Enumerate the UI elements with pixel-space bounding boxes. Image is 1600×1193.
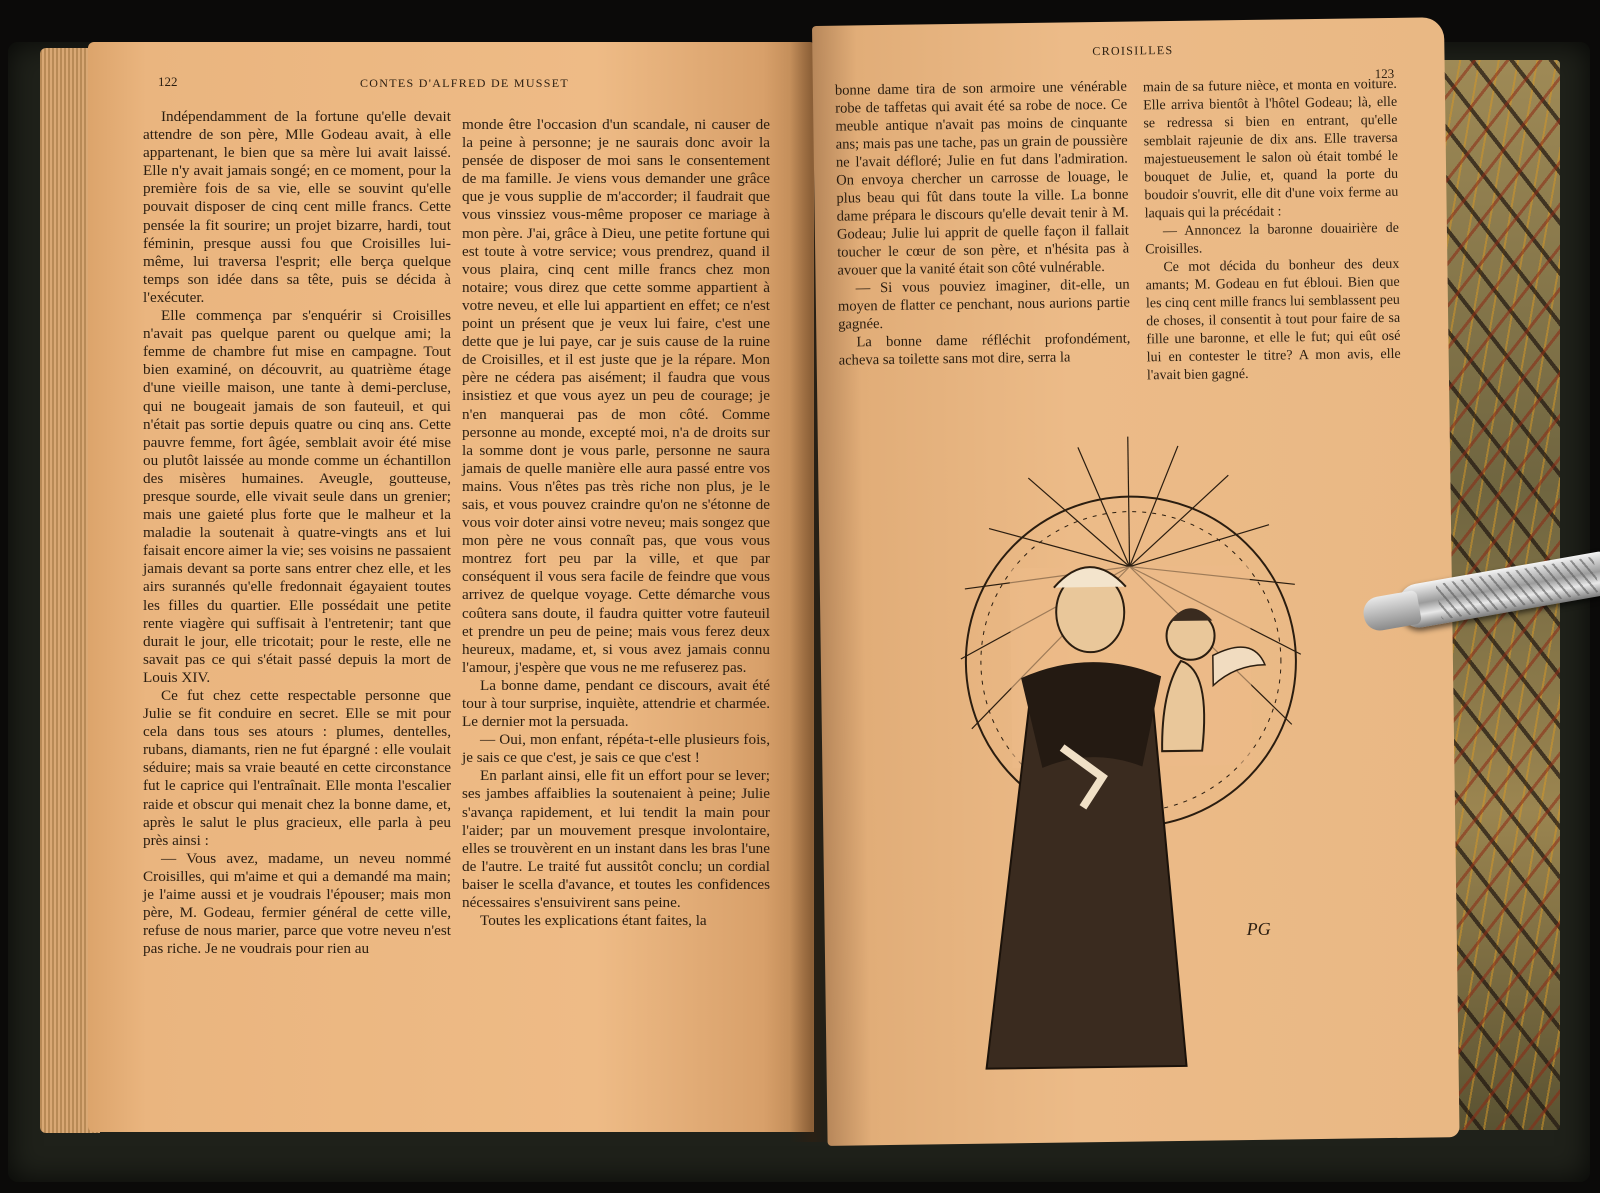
left-page-column-2 <box>462 116 770 930</box>
paragraph: Ce mot décida du bonheur des deux amants; M. Godeau en fut ébloui. Bien que les cinq cent mille francs lui semblassent peu de choses, il consentit à tout pour faire de sa fille une baronne, et elle le fut; qui eût osé lui en contester le titre? A mon avis, elle l'avait bien gagné. <box>1145 256 1401 384</box>
left-page-column-1 <box>143 108 451 958</box>
right-page-column-1 <box>835 78 1131 370</box>
running-head-left: CONTES D'ALFRED DE MUSSET <box>360 76 570 90</box>
paragraph: — Oui, mon enfant, répéta-t-elle plusieurs fois, je sais ce que c'est, je sais ce que c'est ! <box>462 731 770 767</box>
paragraph: monde être l'occasion d'un scandale, ni causer de la peine à personne; je ne saurais donc avoir la pensée de disposer de moi sans le consentement de ma famille. Je viens vous demander une grâce que je vous supplie de m'accorder; il faudrait que vous vinssiez vous-même proposer ce mariage à mon père. J'ai, grâce à Dieu, une petite fortune qui est toute à votre service; vous prendrez, quand il vous plaira, cinq cent mille francs chez mon notaire; vous direz que cette somme appartient à votre neveu, et elle lui appartient en effet; ce n'est point un présent que je veux lui faire, c'est une dette que je lui paye, car je suis cause de la ruine de Croisilles, et il est juste que je la répare. Mon père ne cédera pas aisément; il faudra que vous insistiez et que vous ayez un peu de courage; je n'en manquerai pas de mon côté. Comme personne au monde, excepté moi, n'a de droits sur la somme dont je vous parle, personne ne saura jamais de quelle manière elle aura passé entre vos mains. Vous n'êtes pas très riche non plus, je le sais, et vous pouvez craindre qu'on ne s'étonne de vous voir doter ainsi votre neveu; mais songez que mon père ne vous connaît pas, que vous vous montrez fort peu par la ville, et que par conséquent il vous sera facile de feindre que vous arrivez de quelque voyage. Cette démarche vous coûtera sans doute, il faudra quitter votre fauteuil et prendre un peu de peine; mais vous ferez deux heureux, madame, et, si vous avez jamais connu l'amour, j'espère que vous ne me refuserez pas. <box>462 116 770 676</box>
artist-signature: PG <box>1246 918 1271 940</box>
page-number-left: 122 <box>158 74 178 89</box>
running-head-right: CROISILLES <box>1092 42 1174 59</box>
paragraph: Toutes les explications étant faites, la <box>480 912 707 930</box>
paragraph: — Annoncez la baronne douairière de Croisilles. <box>1145 220 1399 258</box>
paragraph: main de sa future nièce, et monta en voiture. Elle arriva bientôt à l'hôtel Godeau; là, elle se redressa si bien en entrant, qu'elle semblait rajeunie de dix ans. Elle traversa majestueusement le salon où était tombé le bouquet de Julie, et, quand la porte du boudoir s'ouvrit, elle dit d'une voix ferme au laquais qui la précédait : <box>1142 76 1399 222</box>
page-number-right: 123 <box>1374 65 1395 82</box>
paragraph: Ce fut chez cette respectable personne que Julie se fit conduire en secret. Elle se mit pour cela dans tous ses atours : plumes, dentelles, rubans, diamants, rien ne fut épargné : elle voulait séduire; mais sa vraie beauté en cette circonstance fut le caprice qui l'entraînait. Elle monta l'escalier raide et obscur qui menait chez la bonne dame, et, après le salut le plus gracieux, elle parla à peu près ainsi : <box>143 687 451 849</box>
paragraph: — Vous avez, madame, un neveu nommé Croisilles, qui m'aime et qui a demandé ma main; je l'aime aussi et je voudrais l'épouser; mais mon père, M. Godeau, fermier général de cette ville, refuse de nous marier, parce que votre neveu n'est pas riche. Je ne voudrais pour rien au <box>143 849 451 958</box>
right-page-column-2 <box>1143 76 1401 386</box>
paragraph: Elle commença par s'enquérir si Croisilles n'avait pas quelque parent ou quelque ami; la femme de chambre fut mise en campagne. Tout bien examiné, on découvrit, au quatrième étage d'une vieille maison, une tante à demi-percluse, qui ne bougeait jamais de son fauteuil, et qui n'était pas sortie depuis quatre ou cinq ans. Cette pauvre femme, fort âgée, semblait avoir été mise ou plutôt laissée au monde comme un échantillon des misères humaines. Aveugle, goutteuse, presque sourde, elle vivait seule dans un grenier; mais une gaieté plus forte que le malheur et la maladie la soutenait à quatre-vingts ans et lui faisait encore aimer la vie; ses voisins ne passaient jamais devant sa porte sans entrer chez elle, et les airs surannés qu'elle fredonnait égayaient toutes les filles du quartier. Elle possédait une petite rente viagère qui suffisait à l'entretenir; tant que durait le jour, elle tricotait; pour le reste, elle ne savait pas ce qui s'était passé depuis la mort de Louis XIV. <box>143 307 451 686</box>
paragraph: bonne dame tira de son armoire une vénérable robe de taffetas qui avait été sa robe de noce. Ce meuble antique n'avait pas moins de cinquante ans; mais pas une tache, pas un grain de poussière ne l'avait défloré; Julie en fut dans l'admiration. On envoya chercher un carrosse de louage, le plus beau qui fût dans toute la ville. La bonne dame prépara le discours qu'elle devait tenir à M. Godeau; Julie lui apprit de quelle façon il fallait toucher le cœur de son père, et n'hésita pas à avouer que la vanité était son côté vulnérable. <box>834 78 1130 279</box>
paragraph: La bonne dame réfléchit profondément, acheva sa toilette sans mot dire, serra la <box>838 330 1131 369</box>
paragraph: La bonne dame, pendant ce discours, avait été tour à tour surprise, inquiète, attendrie et charmée. Le dernier mot la persuada. <box>462 676 770 731</box>
engraved-illustration <box>948 414 1317 1079</box>
paragraph: Indépendamment de la fortune qu'elle devait attendre de son père, Mlle Godeau avait, à elle appartenant, le bien que sa mère lui avait laissé. Elle n'y avait jamais songé; en ce moment, pour la première fois de sa vie, elle se souvint qu'elle pouvait disposer de cinq cent mille francs. Cette pensée la fit sourire; un projet bizarre, hardi, tout féminin, presque aussi fou que Croisilles lui-même, lui traversa l'esprit; elle berça quelque temps son idée dans sa tête, puis se décida à l'exécuter. <box>143 108 451 306</box>
paragraph: — Si vous pouviez imaginer, dit-elle, un moyen de flatter ce penchant, nous aurions partie gagnée. <box>837 276 1131 333</box>
paragraph: En parlant ainsi, elle fit un effort pour se lever; ses jambes affaiblies la soutenaient à peine; Julie s'avança rapidement, et lui tendit la main pour l'aider; par un mouvement presque involontaire, elles se trouvèrent en un instant dans les bras l'une de l'autre. Le traité fut aussitôt conclu; un cordial baiser le scella d'avance, et toutes les confidences nécessaires s'ensuivirent sans peine. <box>462 767 770 912</box>
left-page <box>88 42 814 1132</box>
